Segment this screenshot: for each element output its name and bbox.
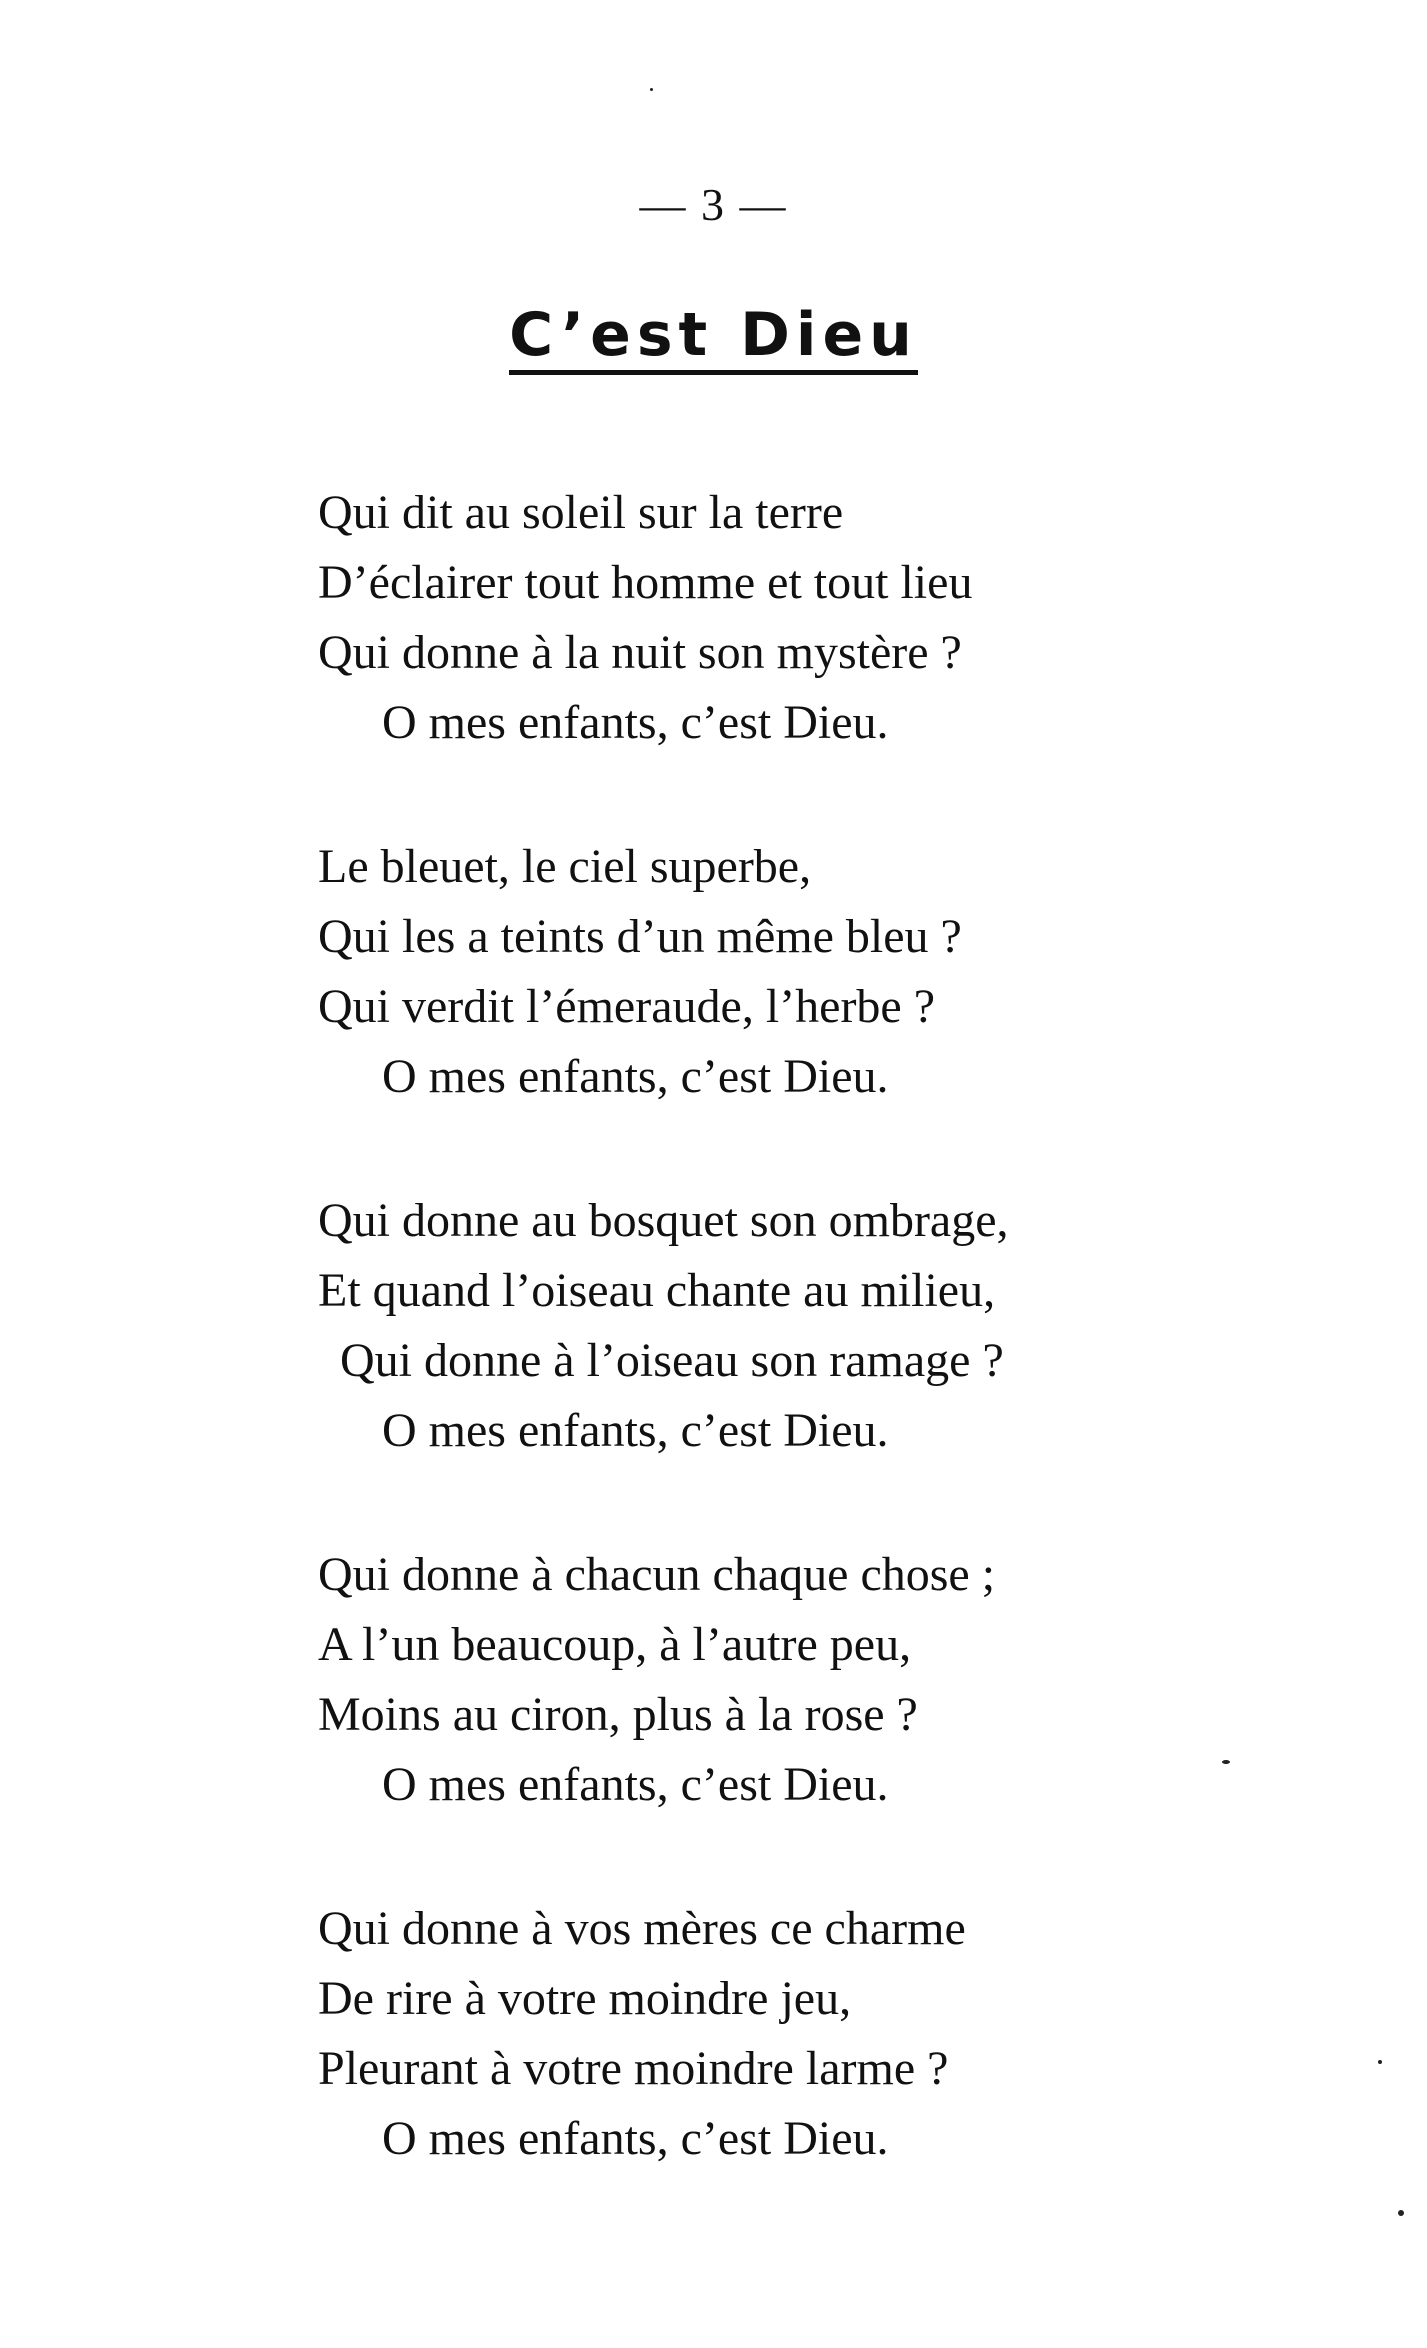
verse-line: Le bleuet, le ciel superbe,	[318, 840, 812, 893]
verse-line: Qui donne au bosquet son ombrage,	[318, 1194, 1009, 1247]
stanza	[318, 1186, 1218, 1466]
page-number: — 3 —	[639, 179, 788, 230]
verse-line: Qui donne à vos mères ce charme	[318, 1902, 966, 1955]
verse-line: Et quand l’oiseau chante au milieu,	[318, 1264, 996, 1317]
verse-line: Qui donne à chacun chaque chose ;	[318, 1548, 996, 1601]
verse-line: Qui les a teints d’un même bleu ?	[318, 910, 962, 963]
scan-speck	[1222, 1760, 1230, 1764]
scan-speck	[1398, 2210, 1404, 2216]
refrain-line: O mes enfants, c’est Dieu.	[382, 1758, 889, 1811]
stanza	[318, 1540, 1218, 1820]
refrain-line: O mes enfants, c’est Dieu.	[382, 1404, 889, 1457]
verse-line: Qui donne à la nuit son mystère ?	[318, 626, 962, 679]
refrain-line: O mes enfants, c’est Dieu.	[382, 696, 889, 749]
verse-line: De rire à votre moindre jeu,	[318, 1972, 852, 2025]
refrain-line: O mes enfants, c’est Dieu.	[382, 1050, 889, 1103]
scan-speck	[650, 88, 653, 91]
verse-line: A l’un beaucoup, à l’autre peu,	[318, 1618, 912, 1671]
poem-body	[318, 478, 1218, 2248]
verse-line: Qui donne à l’oiseau son ramage ?	[340, 1334, 1004, 1387]
verse-line: Qui dit au soleil sur la terre	[318, 486, 844, 539]
poem-title	[0, 300, 1427, 370]
verse-line: Moins au ciron, plus à la rose ?	[318, 1688, 918, 1741]
refrain-line: O mes enfants, c’est Dieu.	[382, 2112, 889, 2165]
stanza	[318, 832, 1218, 1112]
poem-title-text: C’est Dieu	[509, 300, 918, 375]
scan-speck	[1378, 2060, 1382, 2064]
verse-line: D’éclairer tout homme et tout lieu	[318, 556, 973, 609]
stanza	[318, 478, 1218, 758]
verse-line: Qui verdit l’émeraude, l’herbe ?	[318, 980, 936, 1033]
stanza	[318, 1894, 1218, 2174]
verse-line: Pleurant à votre moindre larme ?	[318, 2042, 949, 2095]
